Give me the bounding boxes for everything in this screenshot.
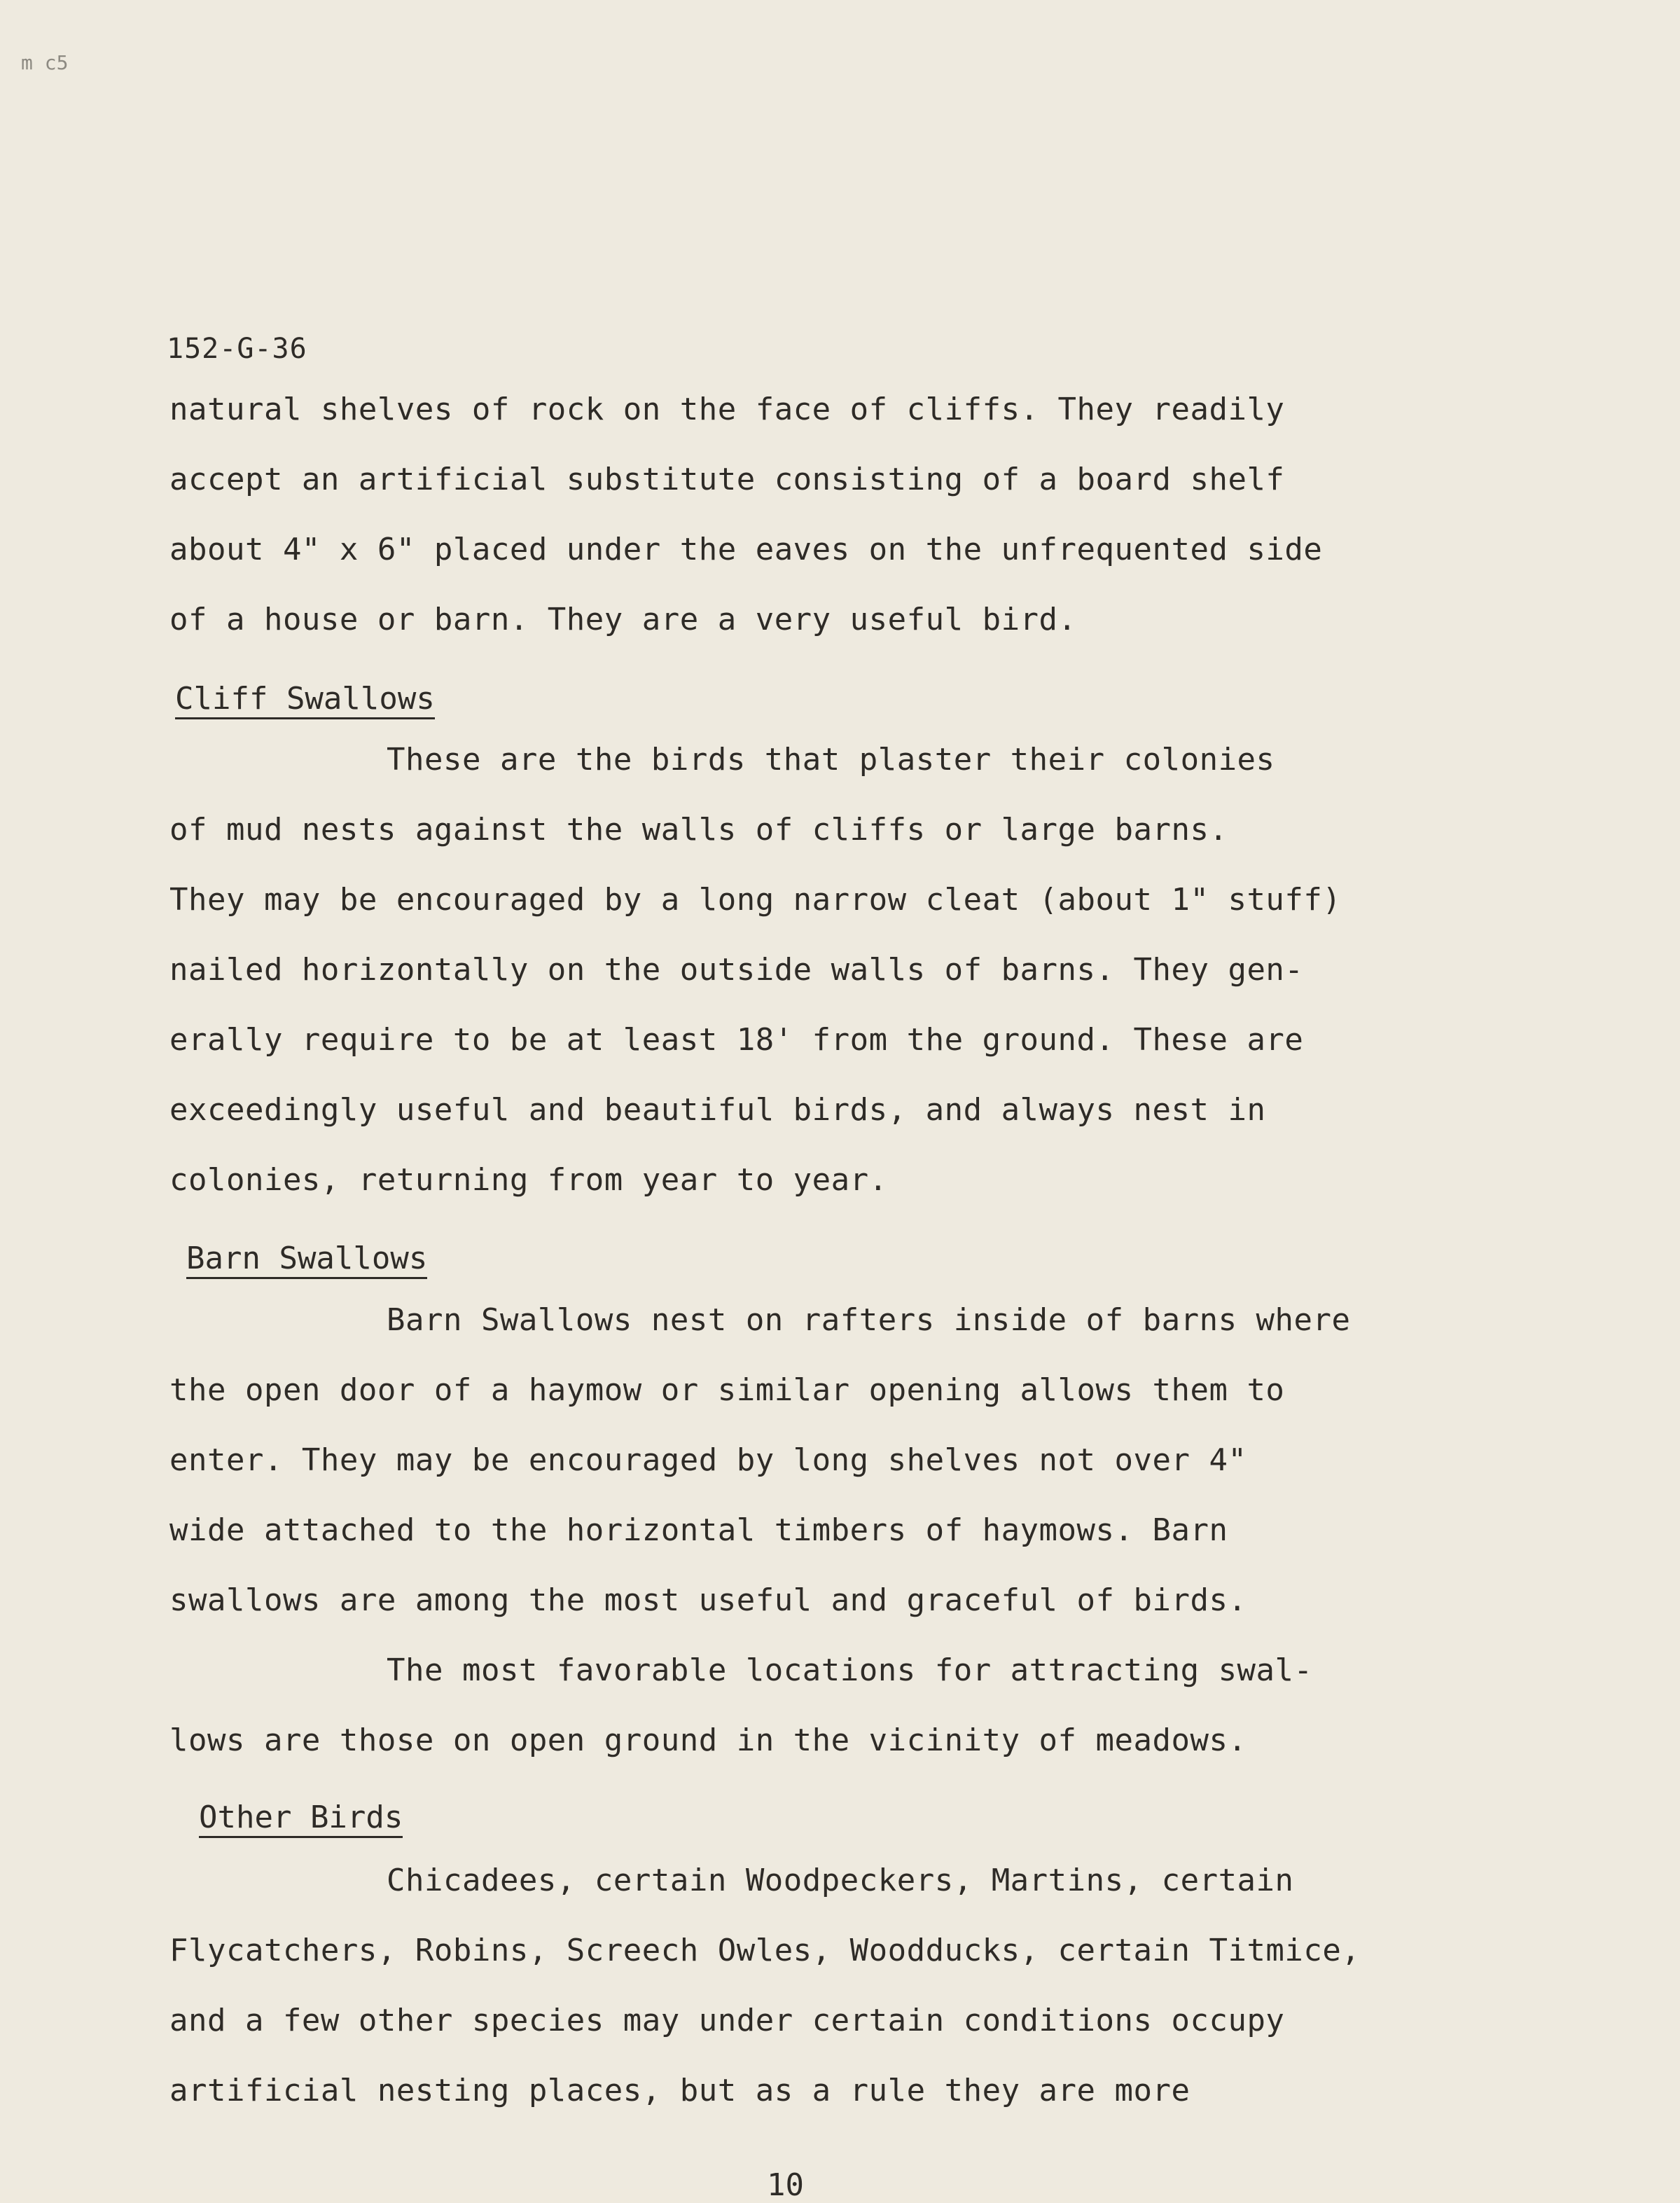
paragraph-barn-swallows — [169, 1285, 1351, 1776]
document-reference: 152-G-36 — [167, 333, 307, 365]
text-line: natural shelves of rock on the face of cliffs. They readily — [169, 392, 1285, 427]
page-number: 10 — [767, 2167, 804, 2203]
text-line: erally require to be at least 18' from the ground. These are — [169, 1022, 1304, 1058]
text-line: about 4" x 6" placed under the eaves on the unfrequented side — [169, 532, 1323, 567]
text-line: nailed horizontally on the outside walls of barns. They gen- — [169, 952, 1304, 988]
text-line: colonies, returning from year to year. — [169, 1162, 888, 1198]
text-line: artificial nesting places, but as a rule they are more — [169, 2073, 1190, 2108]
corner-mark: m c5 — [21, 51, 69, 74]
heading-cliff-swallows: Cliff Swallows — [175, 684, 435, 719]
text-line: They may be encouraged by a long narrow cleat (about 1" stuff) — [169, 882, 1342, 918]
text-line: swallows are among the most useful and graceful of birds. — [169, 1582, 1247, 1618]
text-line: Flycatchers, Robins, Screech Owles, Woodducks, certain Titmice, — [169, 1933, 1361, 1968]
text-line: accept an artificial substitute consisting of a board shelf — [169, 462, 1285, 497]
text-line: exceedingly useful and beautiful birds, and always nest in — [169, 1092, 1266, 1128]
text-line: lows are those on open ground in the vicinity of meadows. — [169, 1722, 1247, 1758]
text-line: Barn Swallows nest on rafters inside of barns where — [387, 1302, 1351, 1338]
paragraph-opening — [169, 375, 1322, 655]
paragraph-other-birds — [169, 1846, 1360, 2126]
text-line: and a few other species may under certain conditions occupy — [169, 2003, 1285, 2038]
heading-barn-swallows: Barn Swallows — [186, 1243, 427, 1279]
heading-other-birds: Other Birds — [199, 1802, 403, 1838]
text-line: These are the birds that plaster their colonies — [387, 742, 1275, 778]
text-line: The most favorable locations for attracting swal- — [387, 1652, 1313, 1688]
text-line: of mud nests against the walls of cliffs or large barns. — [169, 812, 1228, 848]
text-line: Chicadees, certain Woodpeckers, Martins, certain — [387, 1863, 1294, 1898]
text-line: of a house or barn. They are a very useful bird. — [169, 602, 1077, 637]
text-line: wide attached to the horizontal timbers of haymows. Barn — [169, 1512, 1228, 1548]
paragraph-cliff-swallows — [169, 725, 1341, 1215]
text-line: enter. They may be encouraged by long shelves not over 4" — [169, 1442, 1247, 1478]
text-line: the open door of a haymow or similar opening allows them to — [169, 1372, 1285, 1408]
